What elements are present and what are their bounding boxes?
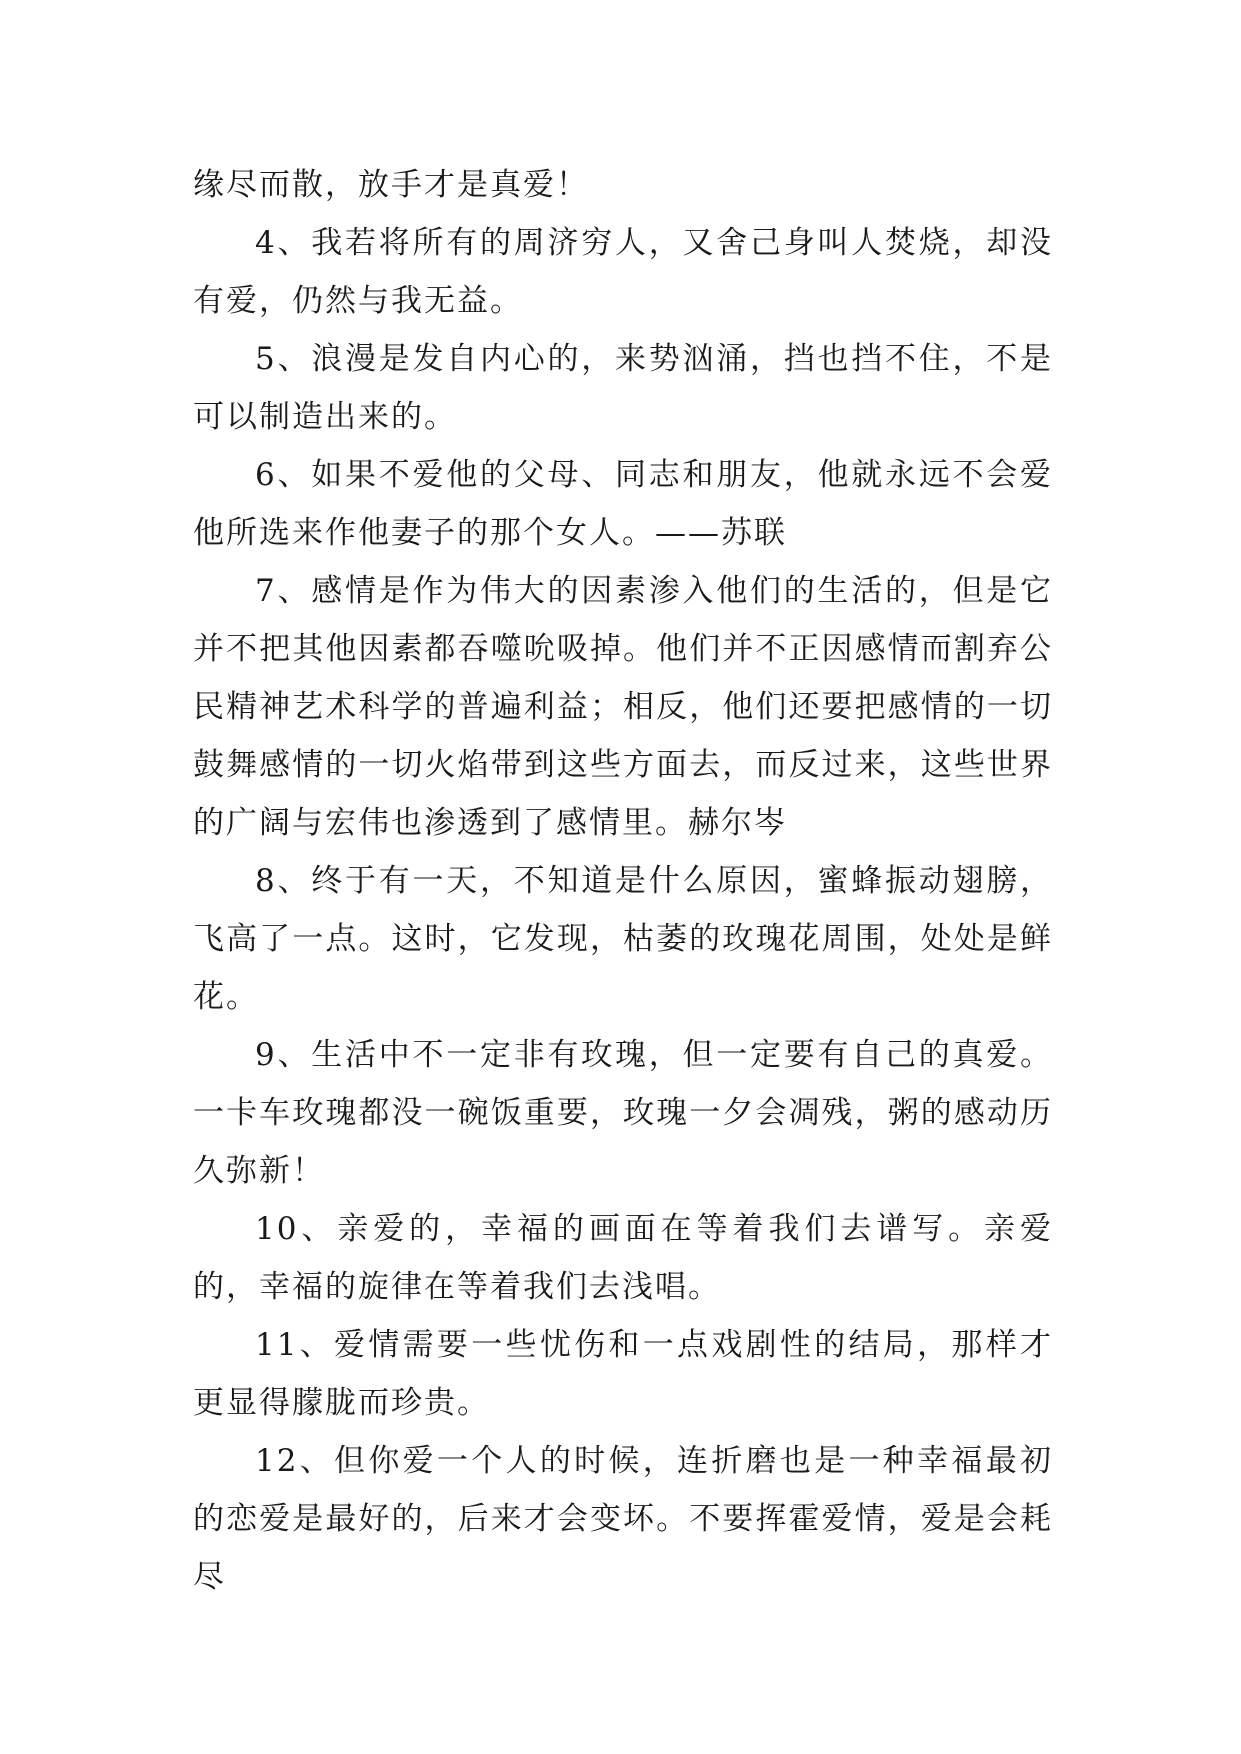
paragraph-item-10: 10、亲爱的，幸福的画面在等着我们去谱写。亲爱的，幸福的旋律在等着我们去浅唱。 xyxy=(193,1211,1053,1305)
document-body xyxy=(193,156,1053,1606)
paragraph-item-12: 12、但你爱一个人的时候，连折磨也是一种幸福最初的恋爱是最好的，后来才会变坏。不要挥霍爱情，爱是会耗尽 xyxy=(193,1443,1053,1595)
paragraph-item-7: 7、感情是作为伟大的因素渗入他们的生活的，但是它并不把其他因素都吞噬吮吸掉。他们并不正因感情而割弃公民精神艺术科学的普遍利益；相反，他们还要把感情的一切鼓舞感情的一切火焰带到这些方面去，而反过来，这些世界的广阔与宏伟也渗透到了感情里。赫尔岑 xyxy=(193,573,1053,841)
paragraph-item-4: 4、我若将所有的周济穷人，又舍己身叫人焚烧，却没有爱，仍然与我无益。 xyxy=(193,225,1053,319)
paragraph-item-8: 8、终于有一天，不知道是什么原因，蜜蜂振动翅膀，飞高了一点。这时，它发现，枯萎的玫瑰花周围，处处是鲜花。 xyxy=(193,863,1053,1015)
paragraph-item-11: 11、爱情需要一些忧伤和一点戏剧性的结局，那样才更显得朦胧而珍贵。 xyxy=(193,1327,1053,1421)
paragraph-item-5: 5、浪漫是发自内心的，来势汹涌，挡也挡不住，不是可以制造出来的。 xyxy=(193,341,1053,435)
paragraph-continuation: 缘尽而散，放手才是真爱！ xyxy=(193,167,589,203)
paragraph-item-6: 6、如果不爱他的父母、同志和朋友，他就永远不会爱他所选来作他妻子的那个女人。——苏联 xyxy=(193,457,1053,551)
paragraph-item-9: 9、生活中不一定非有玫瑰，但一定要有自己的真爱。一卡车玫瑰都没一碗饭重要，玫瑰一夕会凋残，粥的感动历久弥新！ xyxy=(193,1037,1053,1189)
